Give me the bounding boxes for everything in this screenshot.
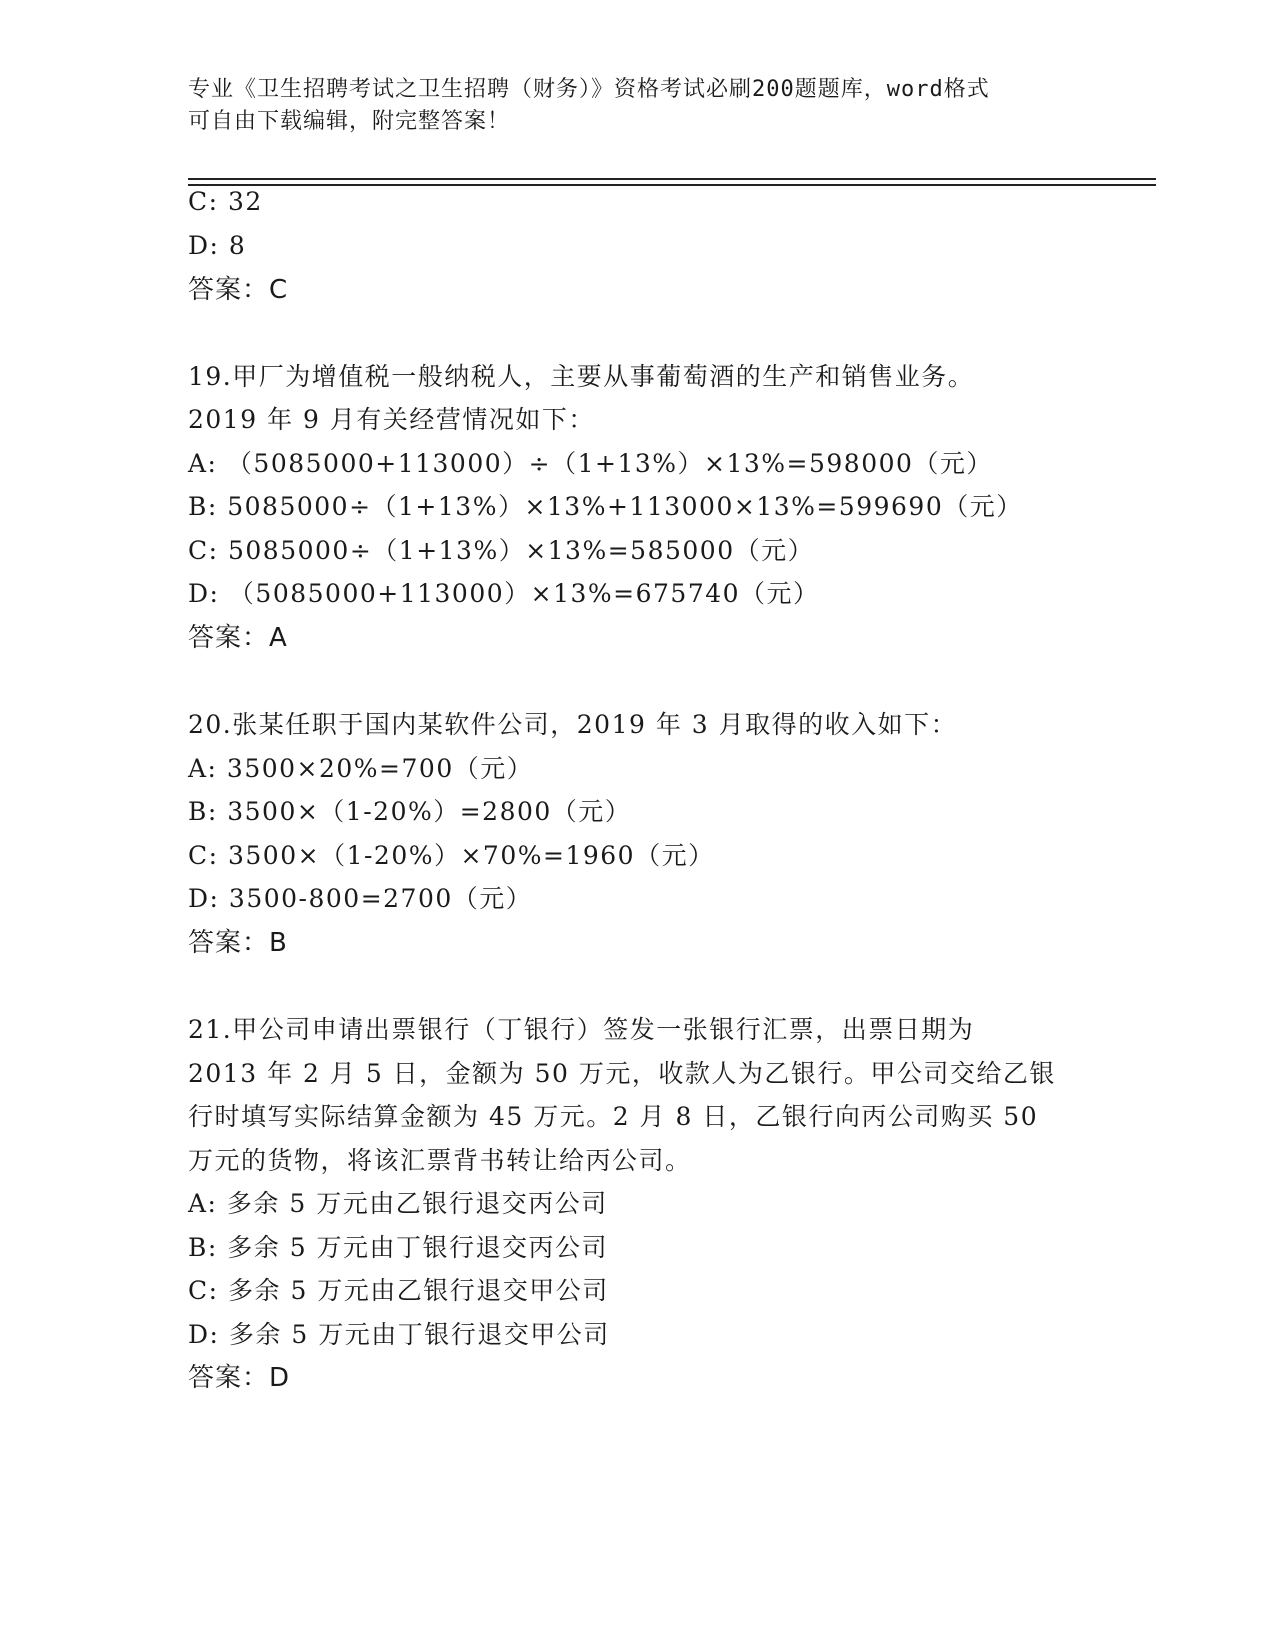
q21-stem-line-4: 万元的货物，将该汇票背书转让给丙公司。 [188,1146,692,1175]
q21-stem-line-2: 2013 年 2 月 5 日，金额为 50 万元，收款人为乙银行。甲公司交给乙银 [188,1059,1056,1088]
q19-stem-line-1: 19.甲厂为增值税一般纳税人，主要从事葡萄酒的生产和销售业务。 [188,362,975,391]
q20-option-b: B: 3500×（1-20%）=2800（元） [188,797,632,826]
prev-answer: 答案：C [188,275,289,305]
q21-option-d: D: 多余 5 万元由丁银行退交甲公司 [188,1320,610,1349]
document-header [188,74,1088,138]
q20-stem-line-1: 20.张某任职于国内某软件公司，2019 年 3 月取得的收入如下： [188,710,958,739]
header-divider-bottom [188,184,1156,186]
q20-option-c: C: 3500×（1-20%）×70%=1960（元） [188,841,715,870]
q21-stem-line-3: 行时填写实际结算金额为 45 万元。2 月 8 日，乙银行向丙公司购买 50 [188,1102,1039,1131]
q19-option-a: A: （5085000+113000）÷（1+13%）×13%=598000（元） [188,449,993,478]
q19-option-d: D: （5085000+113000）×13%=675740（元） [188,579,820,608]
q21-option-c: C: 多余 5 万元由乙银行退交甲公司 [188,1276,609,1305]
header-line-1: 专业《卫生招聘考试之卫生招聘（财务）》资格考试必刷200题题库，word格式 [188,77,990,102]
prev-option-d: D: 8 [188,231,247,260]
header-divider-top [188,178,1156,180]
prev-option-c: C: 32 [188,187,263,216]
q21-stem-line-1: 21.甲公司申请出票银行（丁银行）签发一张银行汇票，出票日期为 [188,1015,975,1044]
q21-option-a: A: 多余 5 万元由乙银行退交丙公司 [188,1189,608,1218]
q20-option-a: A: 3500×20%=700（元） [188,754,534,783]
q21-answer: 答案：D [188,1363,291,1393]
q20-option-d: D: 3500-800=2700（元） [188,884,533,913]
q19-stem-line-2: 2019 年 9 月有关经营情况如下： [188,405,595,434]
q19-option-b: B: 5085000÷（1+13%）×13%+113000×13%=599690（元） [188,492,1023,521]
q20-answer: 答案：B [188,928,288,958]
q19-answer: 答案：A [188,623,288,653]
q19-option-c: C: 5085000÷（1+13%）×13%=585000（元） [188,536,815,565]
header-line-2: 可自由下载编辑，附完整答案！ [188,109,511,134]
q21-option-b: B: 多余 5 万元由丁银行退交丙公司 [188,1233,609,1262]
